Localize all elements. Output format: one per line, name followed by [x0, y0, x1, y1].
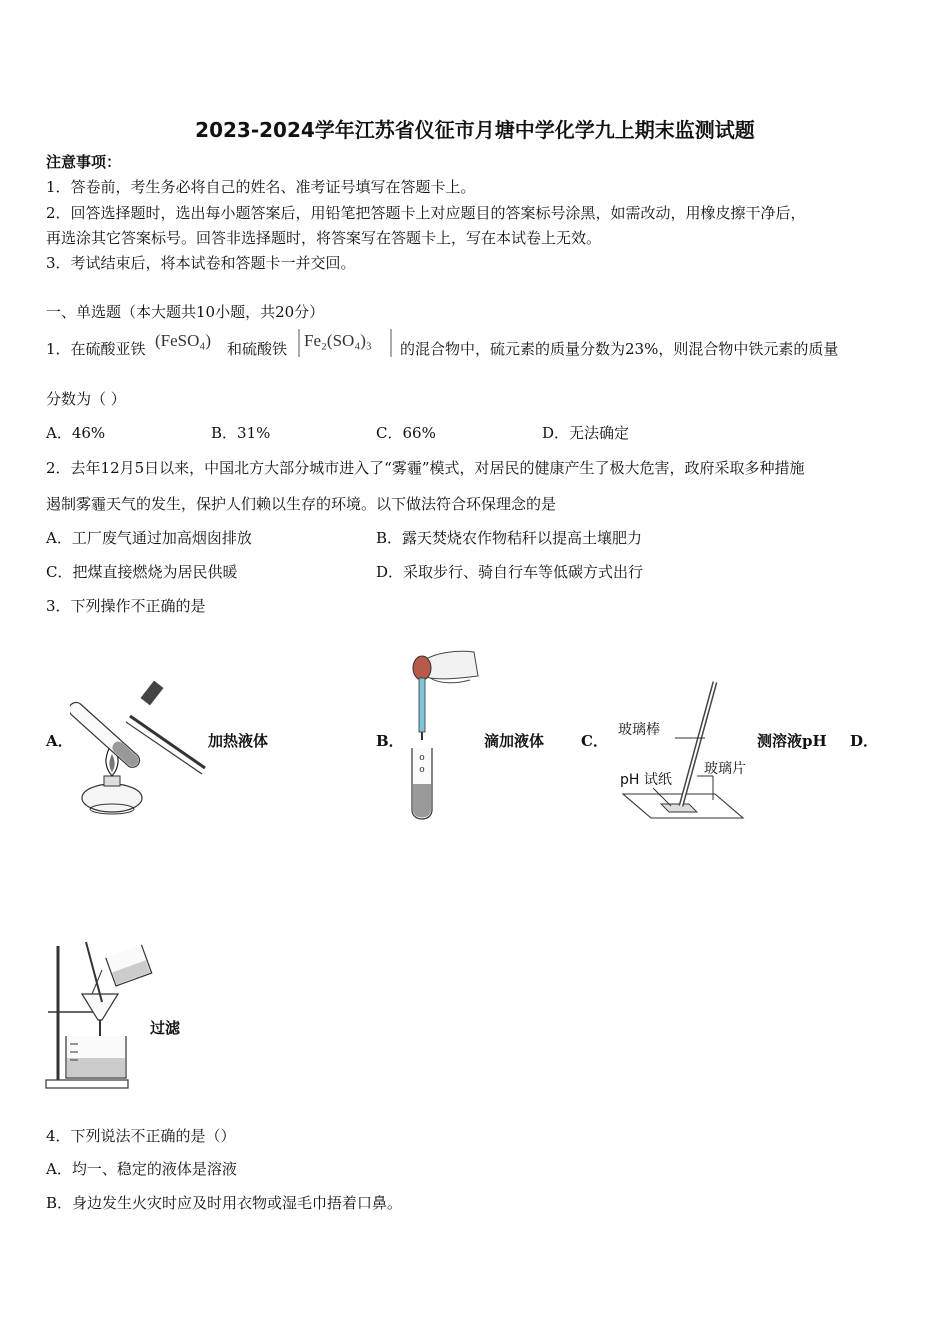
q4-stem: 4．下列说法不正确的是（）: [46, 1127, 236, 1145]
q1-option-a: A．46%: [46, 424, 106, 442]
q2-option-b: B．露天焚烧农作物秸秆以提高土壤肥力: [376, 529, 643, 547]
notice-item: 1．答卷前，考生务必将自己的姓名、准考证号填写在答题卡上。: [46, 178, 476, 196]
q1-formula-feso4: (FeSO₄): [155, 331, 211, 350]
q2-option-d: D．采取步行、骑自行车等低碳方式出行: [376, 563, 644, 581]
ph-test-figure: [605, 676, 755, 830]
notice-item: 2．回答选择题时，选出每小题答案后，用铅笔把答题卡上对应题目的答案标号涂黑，如需改动，用橡皮擦干净后，: [46, 204, 806, 222]
svg-text:o: o: [419, 753, 425, 763]
q1-option-b: B．31%: [211, 424, 271, 442]
label-glass-rod: 玻璃棒: [618, 722, 660, 738]
notice-heading: 注意事项：: [46, 153, 122, 171]
q3-stem: 3．下列操作不正确的是: [46, 597, 206, 615]
exam-title: 2023-2024学年江苏省仪征市月塘中学化学九上期末监测试题: [195, 118, 755, 142]
q3-option-d-letter: D．: [850, 732, 879, 750]
q1-formula-fe2so43: Fe₂(SO₄)₃: [304, 331, 372, 350]
q3-option-a-caption: 加热液体: [208, 732, 269, 750]
q3-option-b-caption: 滴加液体: [484, 732, 545, 750]
q1-option-d: D．无法确定: [542, 424, 630, 442]
q3-option-c-letter: C．: [581, 732, 608, 750]
q1-text-part1: 1．在硫酸亚铁: [46, 340, 146, 358]
q1-text-line2: 分数为（ ）: [46, 390, 126, 408]
q2-option-c: C．把煤直接燃烧为居民供暖: [46, 563, 238, 581]
heating-liquid-figure: [70, 676, 210, 822]
dropping-liquid-figure: [400, 644, 480, 828]
q3-option-c-caption: 测溶液pH: [757, 732, 827, 750]
q2-text-line2: 遏制雾霾天气的发生，保护人们赖以生存的环境。以下做法符合环保理念的是: [46, 495, 557, 513]
q1-text-part3: 的混合物中，硫元素的质量分数为23%，则混合物中铁元素的质量: [400, 340, 839, 358]
notice-item: 3．考试结束后，将本试卷和答题卡一并交回。: [46, 254, 356, 272]
filtration-figure: [44, 940, 154, 1096]
q3-option-a-letter: A．: [46, 732, 73, 750]
q2-text-line1: 2．去年12月5日以来，中国北方大部分城市进入了“雾霾”模式，对居民的健康产生了极大危害，政府采取多种措施: [46, 459, 805, 477]
section-heading: 一、单选题（本大题共10小题，共20分）: [46, 303, 325, 321]
q2-option-a: A．工厂废气通过加高烟囱排放: [46, 529, 252, 547]
q1-option-c: C．66%: [376, 424, 436, 442]
q3-option-d-caption: 过滤: [150, 1019, 181, 1037]
svg-text:o: o: [419, 765, 425, 775]
q1-text-part2: 和硫酸铁: [227, 340, 288, 358]
label-glass-plate: 玻璃片: [704, 761, 746, 777]
q4-option-a: A．均一、稳定的液体是溶液: [46, 1160, 237, 1178]
label-ph-paper: pH 试纸: [620, 772, 672, 788]
q4-option-b: B．身边发生火灾时应及时用衣物或湿毛巾捂着口鼻。: [46, 1194, 403, 1212]
q3-option-b-letter: B．: [376, 732, 404, 750]
notice-item: 再选涂其它答案标号。回答非选择题时，将答案写在答题卡上，写在本试卷上无效。: [46, 229, 602, 247]
